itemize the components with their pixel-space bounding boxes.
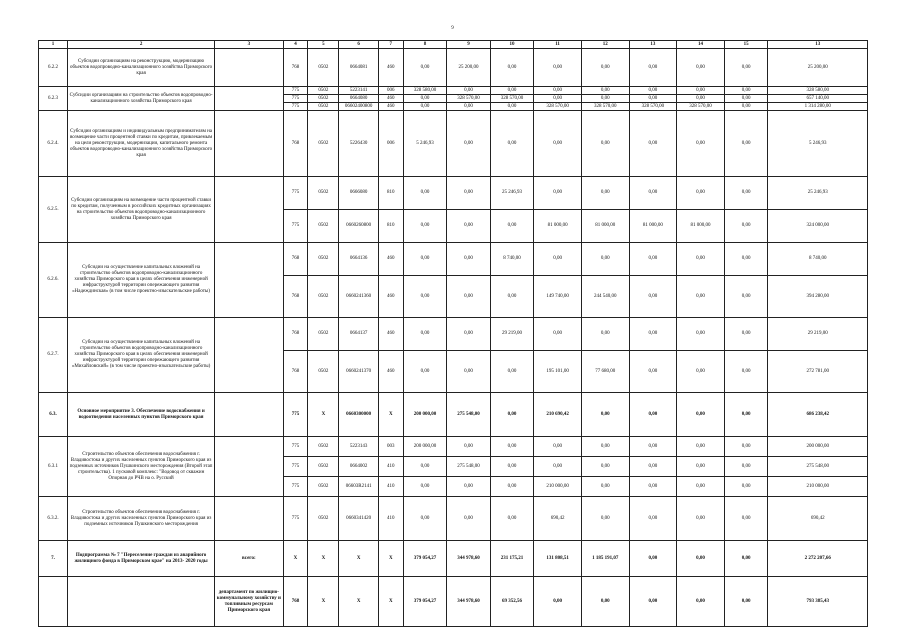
value-cell: 379 054,27 — [403, 577, 447, 627]
row-responsible-cell — [215, 393, 283, 437]
value-cell: 69 352,56 — [490, 577, 534, 627]
table-row — [39, 541, 868, 577]
value-cell: 0,00 — [447, 210, 491, 243]
value-cell: 1 314 280,00 — [768, 103, 868, 111]
row-responsible-cell: всего: — [215, 541, 283, 577]
value-cell: 690,42 — [534, 497, 582, 541]
value-cell: 690,42 — [768, 497, 868, 541]
value-cell: 0,00 — [403, 210, 447, 243]
value-cell: 149 740,00 — [534, 276, 582, 318]
table-row — [39, 111, 868, 177]
value-cell: 0502 — [308, 49, 339, 87]
table-row — [39, 318, 868, 351]
value-cell: 0502 — [308, 95, 339, 103]
value-cell: 768 — [283, 49, 308, 87]
value-cell: 5223143 — [339, 437, 378, 457]
value-cell: 0,00 — [581, 111, 629, 177]
value-cell: 0,00 — [403, 351, 447, 393]
value-cell: 0664002 — [339, 457, 378, 477]
row-number-cell: 6.3. — [39, 393, 68, 437]
value-cell: 0,00 — [490, 49, 534, 87]
row-responsible-cell — [215, 437, 283, 497]
row-name-cell: Субсидии организациям на возмещение части процентной ставки по кредитам, полученным в российских кредитных организациях на строительство объектов водопроводно-канализационного хозяйства Приморского края — [68, 177, 215, 243]
value-cell: 0664137 — [339, 318, 378, 351]
table-row — [39, 49, 868, 87]
value-cell: 0502 — [308, 87, 339, 95]
value-cell: 29 219,00 — [490, 318, 534, 351]
value-cell: 0,00 — [677, 318, 725, 351]
value-cell: 328 570,00 — [629, 103, 677, 111]
header-cell: 12 — [581, 41, 629, 49]
value-cell: 0660241360 — [339, 276, 378, 318]
row-responsible-cell — [215, 87, 283, 111]
header-cell: 15 — [724, 41, 768, 49]
value-cell: 0,00 — [677, 437, 725, 457]
row-name-cell: Строительство объектов обеспечения водоснабжения г. Владивостока и других населенных пунктов Приморского края из подземных источников Пушкинского месторождения — [68, 497, 215, 541]
value-cell: 0502 — [308, 318, 339, 351]
value-cell: 0,00 — [534, 318, 582, 351]
value-cell: 5 246,93 — [403, 111, 447, 177]
value-cell: 394 280,00 — [768, 276, 868, 318]
value-cell: 0,00 — [677, 177, 725, 210]
value-cell: X — [308, 577, 339, 627]
value-cell: 25 246,93 — [490, 177, 534, 210]
value-cell: 0,00 — [677, 351, 725, 393]
value-cell: 231 175,21 — [490, 541, 534, 577]
value-cell: 0,00 — [724, 351, 768, 393]
value-cell: 275 548,00 — [447, 457, 491, 477]
value-cell: 0,00 — [490, 437, 534, 457]
value-cell: 0,00 — [403, 243, 447, 276]
header-cell: 14 — [677, 41, 725, 49]
value-cell: 0,00 — [724, 210, 768, 243]
value-cell: X — [378, 577, 403, 627]
value-cell: 775 — [283, 103, 308, 111]
value-cell: 0,00 — [534, 177, 582, 210]
value-cell: 0,00 — [629, 87, 677, 95]
value-cell: 0502 — [308, 437, 339, 457]
value-cell: 244 540,00 — [581, 276, 629, 318]
value-cell: 460 — [378, 351, 403, 393]
table-row — [39, 437, 868, 457]
value-cell: 0,00 — [724, 457, 768, 477]
value-cell: 768 — [283, 577, 308, 627]
value-cell: 1 185 191,07 — [581, 541, 629, 577]
value-cell: 200 000,00 — [768, 437, 868, 457]
value-cell: 0660341420 — [339, 497, 378, 541]
budget-table — [38, 40, 868, 627]
value-cell: 0,00 — [724, 111, 768, 177]
value-cell: 0,00 — [403, 103, 447, 111]
value-cell: 0,00 — [447, 351, 491, 393]
row-number-cell — [39, 577, 68, 627]
value-cell: 460 — [378, 243, 403, 276]
value-cell: 768 — [283, 351, 308, 393]
value-cell: 0,00 — [629, 577, 677, 627]
value-cell: 410 — [378, 457, 403, 477]
value-cell: 8 740,00 — [768, 243, 868, 276]
row-responsible-cell — [215, 111, 283, 177]
row-name-cell: Основное мероприятие 3. Обеспечение водоснабжения и водоотведения населенных пунктов Приморского края — [68, 393, 215, 437]
value-cell: 0,00 — [581, 87, 629, 95]
value-cell: 460 — [378, 95, 403, 103]
value-cell: 410 — [378, 497, 403, 541]
value-cell: 0,00 — [629, 351, 677, 393]
value-cell: 775 — [283, 437, 308, 457]
value-cell: 0,00 — [447, 318, 491, 351]
value-cell: 0502 — [308, 177, 339, 210]
value-cell: X — [339, 541, 378, 577]
row-name-cell: Субсидии на осуществление капитальных вложений на строительство объектов водопроводно-канализационного хозяйства Приморского края в целях обеспечения инженерной инфраструктурой территории опережающего развития «Надеждинская» (в том числе проектно-изыскательские работы) — [68, 243, 215, 318]
row-name-cell: Субсидии организациям на реконструкцию, модернизацию объектов водопроводно-канализационного хозяйства Приморского края — [68, 49, 215, 87]
value-cell: 0,00 — [447, 477, 491, 497]
value-cell: 768 — [283, 276, 308, 318]
value-cell: 328 580,00 — [768, 87, 868, 95]
value-cell: 0,00 — [403, 49, 447, 87]
page-number: 9 — [451, 26, 454, 31]
value-cell: 410 — [378, 477, 403, 497]
header-row — [39, 41, 868, 49]
value-cell: 0,00 — [677, 95, 725, 103]
value-cell: 0,00 — [403, 276, 447, 318]
value-cell: 0,00 — [447, 103, 491, 111]
value-cell: 344 978,60 — [447, 541, 491, 577]
value-cell: 29 219,00 — [768, 318, 868, 351]
value-cell: 0,00 — [581, 177, 629, 210]
value-cell: 686 238,42 — [768, 393, 868, 437]
value-cell: 0,00 — [534, 87, 582, 95]
value-cell: 775 — [283, 477, 308, 497]
value-cell: 0,00 — [490, 477, 534, 497]
table-row — [39, 87, 868, 95]
row-name-cell: Субсидии организациям на строительство объектов водопроводно-канализационного хозяйства Приморского края — [68, 87, 215, 111]
value-cell: 0,00 — [677, 276, 725, 318]
row-number-cell: 6.2.5. — [39, 177, 68, 243]
value-cell: 0,00 — [724, 477, 768, 497]
value-cell: 0,00 — [534, 49, 582, 87]
value-cell: 0,00 — [581, 497, 629, 541]
value-cell: 81 000,00 — [629, 210, 677, 243]
value-cell: 0,00 — [581, 243, 629, 276]
value-cell: 0,00 — [447, 437, 491, 457]
value-cell: 810 — [378, 210, 403, 243]
header-cell: 7 — [378, 41, 403, 49]
value-cell: 0,00 — [581, 577, 629, 627]
row-responsible-cell — [215, 497, 283, 541]
value-cell: 0,00 — [724, 243, 768, 276]
value-cell: 460 — [378, 49, 403, 87]
value-cell: 768 — [283, 111, 308, 177]
value-cell: 0660241370 — [339, 351, 378, 393]
row-number-cell: 6.3.1 — [39, 437, 68, 497]
value-cell: 0,00 — [677, 87, 725, 95]
row-name-cell: Субсидии на осуществление капитальных вложений на строительство объектов водопроводно-канализационного хозяйства Приморского края в целях обеспечения инженерной инфраструктурой территории опережающего развития «Михайловский» (в том числе проектно-изыскательские работы) — [68, 318, 215, 393]
value-cell: 0,00 — [490, 393, 534, 437]
value-cell: X — [378, 541, 403, 577]
value-cell: 0,00 — [677, 477, 725, 497]
value-cell: 0,00 — [629, 318, 677, 351]
value-cell: 775 — [283, 95, 308, 103]
value-cell: 0,00 — [403, 318, 447, 351]
value-cell: 0,00 — [581, 49, 629, 87]
row-responsible-cell — [215, 177, 283, 243]
value-cell: 328 570,00 — [677, 103, 725, 111]
value-cell: 768 — [283, 318, 308, 351]
value-cell: 25 246,93 — [768, 177, 868, 210]
row-number-cell: 6.3.2. — [39, 497, 68, 541]
value-cell: 0660300000 — [339, 393, 378, 437]
value-cell: 5223141 — [339, 87, 378, 95]
value-cell: 0,00 — [581, 477, 629, 497]
value-cell: 0502 — [308, 103, 339, 111]
value-cell: 210 000,00 — [534, 477, 582, 497]
value-cell: 0,00 — [629, 276, 677, 318]
table-row — [39, 393, 868, 437]
value-cell: 0,00 — [629, 541, 677, 577]
header-cell: 8 — [403, 41, 447, 49]
value-cell: 0,00 — [724, 276, 768, 318]
value-cell: 0,00 — [447, 87, 491, 95]
value-cell: 0,00 — [724, 437, 768, 457]
value-cell: 81 000,00 — [677, 210, 725, 243]
value-cell: 0,00 — [629, 177, 677, 210]
value-cell: 210 000,00 — [768, 477, 868, 497]
value-cell: 0502 — [308, 497, 339, 541]
value-cell: 0,00 — [677, 497, 725, 541]
value-cell: 0,00 — [403, 95, 447, 103]
value-cell: 003 — [378, 437, 403, 457]
value-cell: 8 740,00 — [490, 243, 534, 276]
value-cell: 210 690,42 — [534, 393, 582, 437]
value-cell: 0,00 — [724, 497, 768, 541]
value-cell: 25 200,00 — [447, 49, 491, 87]
value-cell: X — [308, 541, 339, 577]
value-cell: 2 272 207,66 — [768, 541, 868, 577]
value-cell: 0,00 — [724, 541, 768, 577]
value-cell: 275 548,00 — [447, 393, 491, 437]
value-cell: 0,00 — [724, 577, 768, 627]
value-cell: 0,00 — [581, 437, 629, 457]
value-cell: 0,00 — [403, 177, 447, 210]
value-cell: 0,00 — [581, 318, 629, 351]
value-cell: 775 — [283, 177, 308, 210]
value-cell: 0,00 — [677, 111, 725, 177]
value-cell: 200 000,00 — [403, 393, 447, 437]
value-cell: 0,00 — [629, 243, 677, 276]
value-cell: 0,00 — [629, 437, 677, 457]
value-cell: 0,00 — [677, 243, 725, 276]
value-cell: 0,00 — [629, 477, 677, 497]
value-cell: 0,00 — [403, 457, 447, 477]
header-cell: 13 — [629, 41, 677, 49]
value-cell: 0,00 — [534, 95, 582, 103]
value-cell: 0,00 — [534, 577, 582, 627]
value-cell: 131 808,51 — [534, 541, 582, 577]
row-responsible-cell — [215, 49, 283, 87]
value-cell: 0,00 — [581, 95, 629, 103]
row-responsible-cell: департамент по жилищно-коммунальному хозяйству и топливным ресурсам Приморского края — [215, 577, 283, 627]
value-cell: 0664081 — [339, 49, 378, 87]
value-cell: 775 — [283, 87, 308, 95]
value-cell: 460 — [378, 103, 403, 111]
value-cell: 0502 — [308, 351, 339, 393]
header-cell: 10 — [490, 41, 534, 49]
value-cell: 81 000,00 — [581, 210, 629, 243]
value-cell: 328 570,00 — [447, 95, 491, 103]
value-cell: 0,00 — [534, 243, 582, 276]
value-cell: 0,00 — [490, 497, 534, 541]
value-cell: 0,00 — [534, 457, 582, 477]
value-cell: 0,00 — [403, 477, 447, 497]
value-cell: 0,00 — [677, 49, 725, 87]
row-name-cell: Подпрограмма № 7 "Переселение граждан из аварийного жилищного фонда в Приморском крае" на 2013- 2020 годы — [68, 541, 215, 577]
row-number-cell: 6.2.3 — [39, 87, 68, 111]
value-cell: 0,00 — [490, 457, 534, 477]
value-cell: 0,00 — [534, 111, 582, 177]
row-name-cell — [68, 577, 215, 627]
value-cell: 81 000,00 — [534, 210, 582, 243]
value-cell: 0,00 — [724, 103, 768, 111]
value-cell: 0,00 — [447, 276, 491, 318]
table-row — [39, 177, 868, 210]
value-cell: 0,00 — [629, 497, 677, 541]
value-cell: 328 580,00 — [403, 87, 447, 95]
table-row — [39, 243, 868, 276]
value-cell: 200 000,00 — [403, 437, 447, 457]
value-cell: X — [339, 577, 378, 627]
row-number-cell: 6.2.7. — [39, 318, 68, 393]
value-cell: 0,00 — [629, 95, 677, 103]
value-cell: 0502 — [308, 243, 339, 276]
value-cell: 0,00 — [403, 497, 447, 541]
row-number-cell: 6.2.6. — [39, 243, 68, 318]
value-cell: 344 978,60 — [447, 577, 491, 627]
value-cell: 0664080 — [339, 95, 378, 103]
value-cell: 775 — [283, 393, 308, 437]
value-cell: 06602400800 — [339, 103, 378, 111]
value-cell: 0,00 — [724, 95, 768, 103]
value-cell: 25 200,00 — [768, 49, 868, 87]
value-cell: 5 246,93 — [768, 111, 868, 177]
value-cell: X — [283, 541, 308, 577]
row-number-cell: 7. — [39, 541, 68, 577]
value-cell: 0,00 — [490, 210, 534, 243]
row-responsible-cell — [215, 318, 283, 393]
value-cell: 0,00 — [490, 351, 534, 393]
value-cell: 0666080 — [339, 177, 378, 210]
value-cell: 0,00 — [724, 49, 768, 87]
value-cell: 0,00 — [447, 243, 491, 276]
value-cell: 328 570,00 — [490, 95, 534, 103]
value-cell: 272 781,00 — [768, 351, 868, 393]
value-cell: 006 — [378, 87, 403, 95]
value-cell: 5226430 — [339, 111, 378, 177]
value-cell: 775 — [283, 497, 308, 541]
value-cell: 006 — [378, 111, 403, 177]
value-cell: 0,00 — [724, 318, 768, 351]
header-cell: 5 — [308, 41, 339, 49]
value-cell: 328 570,00 — [534, 103, 582, 111]
row-responsible-cell — [215, 243, 283, 318]
header-cell: 13 — [768, 41, 868, 49]
value-cell: 0,00 — [490, 87, 534, 95]
value-cell: 0,00 — [447, 111, 491, 177]
value-cell: 0,00 — [581, 457, 629, 477]
value-cell: 328 570,00 — [581, 103, 629, 111]
value-cell: 775 — [283, 457, 308, 477]
header-cell: 2 — [68, 41, 215, 49]
value-cell: 0,00 — [724, 393, 768, 437]
row-name-cell: Субсидии организациям и индивидуальным предпринимателям на возмещение части процентной ставки по кредитам, привлекаемым на цели реконструкции, модернизации, капитального ремонта объектов водопроводно-канализационного хозяйства Приморского края — [68, 111, 215, 177]
table-row — [39, 497, 868, 541]
header-cell: 1 — [39, 41, 68, 49]
value-cell: 460 — [378, 318, 403, 351]
header-cell: 4 — [283, 41, 308, 49]
value-cell: 0,00 — [677, 541, 725, 577]
row-number-cell: 6.2.4. — [39, 111, 68, 177]
value-cell: 768 — [283, 243, 308, 276]
value-cell: 0,00 — [724, 87, 768, 95]
table-row — [39, 577, 868, 627]
value-cell: 0,00 — [629, 49, 677, 87]
value-cell: 775 — [283, 210, 308, 243]
value-cell: 0,00 — [629, 457, 677, 477]
value-cell: 324 000,00 — [768, 210, 868, 243]
value-cell: 06603R2141 — [339, 477, 378, 497]
value-cell: 379 054,27 — [403, 541, 447, 577]
value-cell: X — [378, 393, 403, 437]
value-cell: 0,00 — [490, 111, 534, 177]
value-cell: 275 548,00 — [768, 457, 868, 477]
value-cell: 0,00 — [490, 103, 534, 111]
value-cell: 0502 — [308, 276, 339, 318]
value-cell: 0,00 — [629, 393, 677, 437]
header-cell: 6 — [339, 41, 378, 49]
row-name-cell: Строительство объектов обеспечения водоснабжения г. Владивостока и других населенных пунктов Приморского края из подземных источников Пушкинского месторождения (Второй этап строительства). 1 пусковой комплекс: "Водовод от скважин Опорная до РЧВ на о. Русский — [68, 437, 215, 497]
value-cell: 0,00 — [534, 437, 582, 457]
value-cell: 0,00 — [629, 111, 677, 177]
value-cell: 0,00 — [677, 577, 725, 627]
header-cell: 9 — [447, 41, 491, 49]
value-cell: 0502 — [308, 457, 339, 477]
value-cell: X — [308, 393, 339, 437]
row-number-cell: 6.2.2 — [39, 49, 68, 87]
value-cell: 0,00 — [447, 177, 491, 210]
value-cell: 0664136 — [339, 243, 378, 276]
value-cell: 460 — [378, 276, 403, 318]
value-cell: 657 140,00 — [768, 95, 868, 103]
value-cell: 195 101,00 — [534, 351, 582, 393]
value-cell: 0,00 — [724, 177, 768, 210]
value-cell: 77 680,00 — [581, 351, 629, 393]
value-cell: 0,00 — [490, 276, 534, 318]
header-cell: 3 — [215, 41, 283, 49]
value-cell: 0502 — [308, 210, 339, 243]
value-cell: 0502 — [308, 111, 339, 177]
value-cell: 0502 — [308, 477, 339, 497]
value-cell: 0,00 — [581, 393, 629, 437]
value-cell: 0,00 — [447, 497, 491, 541]
value-cell: 0660260800 — [339, 210, 378, 243]
header-cell: 11 — [534, 41, 582, 49]
value-cell: 793 385,43 — [768, 577, 868, 627]
value-cell: 810 — [378, 177, 403, 210]
value-cell: 0,00 — [677, 457, 725, 477]
value-cell: 0,00 — [677, 393, 725, 437]
